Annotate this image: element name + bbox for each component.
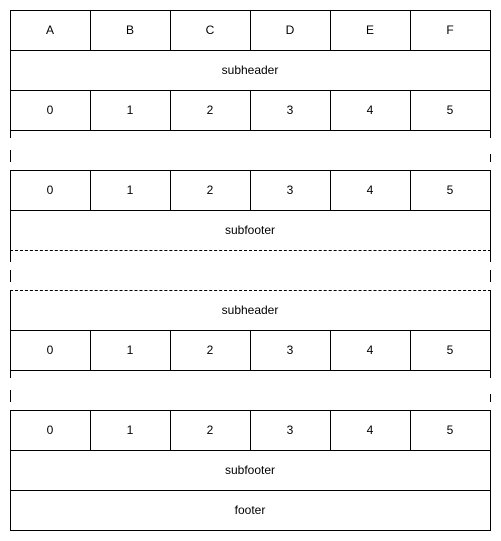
- data-cell: 4: [366, 183, 374, 197]
- footer: footer: [234, 503, 266, 517]
- edge-left: [10, 270, 11, 282]
- data-cell: 2: [206, 423, 214, 437]
- data-cell: 5: [446, 103, 454, 117]
- edge-right: [490, 10, 491, 138]
- edge-left: [10, 150, 11, 162]
- data-cell: 3: [286, 423, 294, 437]
- data-cell: 1: [126, 423, 134, 437]
- edge-right: [490, 394, 491, 402]
- data-cell: 5: [446, 343, 454, 357]
- data-cell: 2: [206, 103, 214, 117]
- data-cell: 5: [446, 183, 454, 197]
- edge-right: [490, 170, 491, 250]
- data-cell: 5: [446, 423, 454, 437]
- data-cell: 4: [366, 343, 374, 357]
- edge-right: [490, 410, 491, 530]
- data-cell: 1: [126, 103, 134, 117]
- rule: [10, 370, 491, 371]
- header-cell-f: F: [446, 23, 454, 37]
- header-cell-b: B: [125, 23, 134, 37]
- header-cell-c: C: [205, 23, 215, 37]
- page-break-dashed-rule: [10, 250, 491, 251]
- subheader-1: subheader: [221, 63, 279, 77]
- data-cell: 4: [366, 423, 374, 437]
- data-cell: 3: [286, 103, 294, 117]
- edge-right: [490, 270, 491, 282]
- edge-right: [490, 154, 491, 162]
- data-cell: 2: [206, 183, 214, 197]
- data-cell: 2: [206, 343, 214, 357]
- data-cell: 0: [46, 423, 54, 437]
- data-cell: 3: [286, 343, 294, 357]
- data-cell: 0: [46, 183, 54, 197]
- data-cell: 4: [366, 103, 374, 117]
- data-cell: 0: [46, 103, 54, 117]
- edge-left: [10, 390, 11, 402]
- subheader-2: subheader: [221, 303, 279, 317]
- data-cell: 1: [126, 183, 134, 197]
- data-cell: 0: [46, 343, 54, 357]
- data-cell: 1: [126, 343, 134, 357]
- header-cell-d: D: [285, 23, 295, 37]
- edge-left: [10, 250, 11, 262]
- subfooter-1: subfooter: [224, 223, 276, 237]
- header-cell-e: E: [365, 23, 374, 37]
- subfooter-2: subfooter: [224, 463, 276, 477]
- header-cell-a: A: [45, 23, 54, 37]
- rule: [10, 130, 491, 131]
- data-cell: 3: [286, 183, 294, 197]
- edge-right: [490, 250, 491, 262]
- rule-bottom: [10, 530, 491, 531]
- edge-right: [490, 290, 491, 378]
